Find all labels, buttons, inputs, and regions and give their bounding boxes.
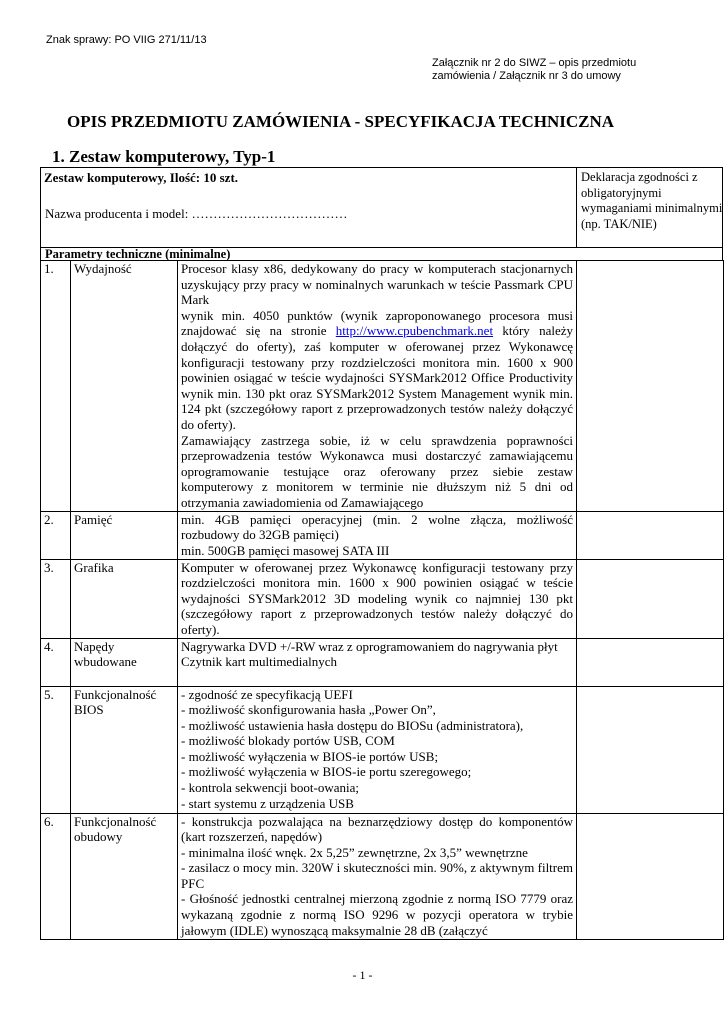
description-text: - konstrukcja pozwalająca na beznarzędziowy dostęp do komponentów (kart rozszerzeń, napędów) [181, 813, 573, 845]
table-row [41, 638, 724, 686]
annex-note [432, 57, 672, 83]
description-text: Komputer w oferowanej przez Wykonawcę konfiguracji testowany przy rozdzielczości monitora min. 1600 x 900 powinien osiągać w teście wydajności SYSMark2012 3D modeling wynik co najmniej 130 pkt (szczegółowy raport z przeprowadzonych testów należy dołączyć do oferty). [181, 559, 573, 637]
table-row [41, 261, 724, 512]
description-line: - możliwość wyłączenia w BIOS-ie portu szeregowego; [181, 764, 472, 780]
table-row [41, 559, 724, 638]
description-text: który należy dołączyć do oferty), zaś komputer w oferowanej przez Wykonawcę konfiguracji testowany przy rozdzielczości monitora min. 1600 x 900 powinien osiągać w teście wydajności SYSMark2012 Office Productivity wynik min. 130 pkt oraz SYSMark2012 System Management wynik min. 124 pkt (szczegółowy raport z przeprowadzonych testów należy dołączyć do oferty). [181, 323, 573, 432]
row-number: 2. [41, 511, 71, 559]
table-row [41, 511, 724, 559]
row-declaration-cell [577, 638, 724, 686]
description-text: Czytnik kart multimedialnych [181, 654, 337, 670]
description-text: min. 500GB pamięci masowej SATA III [181, 542, 390, 558]
description-text: wynik min. 4050 punktów (wynik zaproponowanego procesora musi znajdować się na stronie [181, 307, 573, 339]
declaration-header: Deklaracja zgodności z obligatoryjnymi wymaganiami minimalnymi (np. TAK/NIE) [581, 170, 723, 231]
model-field-label: Nazwa producenta i model: ……………………………… [45, 206, 348, 221]
description-text: Procesor klasy x86, dedykowany do pracy w komputerach stacjonarnych uzyskujący przy pracy w nominalnych warunkach w teście Passmark CPU Mark [181, 261, 573, 308]
description-line: - zgodność ze specyfikacją UEFI [181, 686, 353, 702]
description-line: - możliwość wyłączenia w BIOS-ie portów USB; [181, 748, 439, 764]
row-parameter-name: Wydajność [71, 261, 178, 512]
row-description [178, 813, 577, 939]
row-declaration-cell [577, 511, 724, 559]
description-text: - minimalna ilość wnęk. 2x 5,25” zewnętrzne, 2x 3,5” wewnętrzne [181, 844, 528, 860]
cpubenchmark-link[interactable]: http://www.cpubenchmark.net [335, 323, 494, 339]
section-title: 1. Zestaw komputerowy, Typ-1 [52, 147, 276, 166]
case-number: Znak sprawy: PO VIIG 271/11/13 [46, 34, 207, 46]
description-line: - możliwość skonfigurowania hasła „Power On”, [181, 702, 436, 718]
row-description [178, 559, 577, 638]
row-number: 3. [41, 559, 71, 638]
row-declaration-cell [577, 261, 724, 512]
row-number: 1. [41, 261, 71, 512]
set-header-left [41, 168, 577, 247]
description-line: - możliwość blokady portów USB, COM [181, 733, 395, 749]
row-declaration-cell [577, 686, 724, 813]
row-parameter-name: Funkcjonalność BIOS [71, 686, 178, 813]
description-text: - Głośność jednostki centralnej mierzoną zgodnie z normą ISO 7779 oraz wykazaną zgodnie z normą ISO 9296 w pozycji operatora w trybie jałowym (IDLE) wynoszącą maksymalnie 28 dB (załączyć [181, 891, 573, 938]
row-description [178, 638, 577, 686]
row-number: 4. [41, 638, 71, 686]
row-description [178, 686, 577, 813]
page-number: - 1 - [352, 968, 373, 982]
description-text: min. 4GB pamięci operacyjnej (min. 2 wolne złącza, możliwość rozbudowy do 32GB pamięci) [181, 511, 573, 543]
row-parameter-name: Pamięć [71, 511, 178, 559]
row-parameter-name: Napędy wbudowane [71, 638, 178, 686]
description-line: - start systemu z urządzenia USB [181, 795, 354, 811]
description-text: Zamawiający zastrzega sobie, iż w celu sprawdzenia poprawności przeprowadzenia testów Wykonawca musi dostarczyć zamawiającemu oprogramowanie testujące oraz oferowany przez siebie zestaw komputerowy z monitorem w terminie nie dłuższym niż 5 dni od otrzymania zawiadomienia od Zamawiającego [181, 432, 573, 510]
document-title: OPIS PRZEDMIOTU ZAMÓWIENIA - SPECYFIKACJA TECHNICZNA [67, 112, 615, 131]
row-description [178, 511, 577, 559]
table-row [41, 813, 724, 939]
description-line: - kontrola sekwencji boot-owania; [181, 780, 359, 796]
row-description [178, 261, 577, 512]
parameters-header: Parametry techniczne (minimalne) [40, 248, 723, 261]
table-row [41, 686, 724, 813]
spec-table [40, 260, 724, 940]
description-text: - zasilacz o mocy min. 320W i skuteczności min. 90%, z aktywnym filtrem PFC [181, 860, 573, 891]
annex-line-2: zamówienia / Załącznik nr 3 do umowy [432, 70, 621, 82]
annex-line-1: Załącznik nr 2 do SIWZ – opis przedmiotu [432, 57, 637, 69]
set-header-table [40, 167, 723, 248]
row-number: 5. [41, 686, 71, 813]
row-declaration-cell [577, 813, 724, 939]
row-parameter-name: Grafika [71, 559, 178, 638]
row-parameter-name: Funkcjonalność obudowy [71, 813, 178, 939]
row-number: 6. [41, 813, 71, 939]
set-title: Zestaw komputerowy, Ilość: 10 szt. [44, 170, 239, 185]
description-line: - możliwość ustawienia hasła dostępu do BIOSu (administratora), [181, 717, 524, 733]
description-text: Nagrywarka DVD +/-RW wraz z oprogramowaniem do nagrywania płyt [181, 638, 558, 654]
row-declaration-cell [577, 559, 724, 638]
